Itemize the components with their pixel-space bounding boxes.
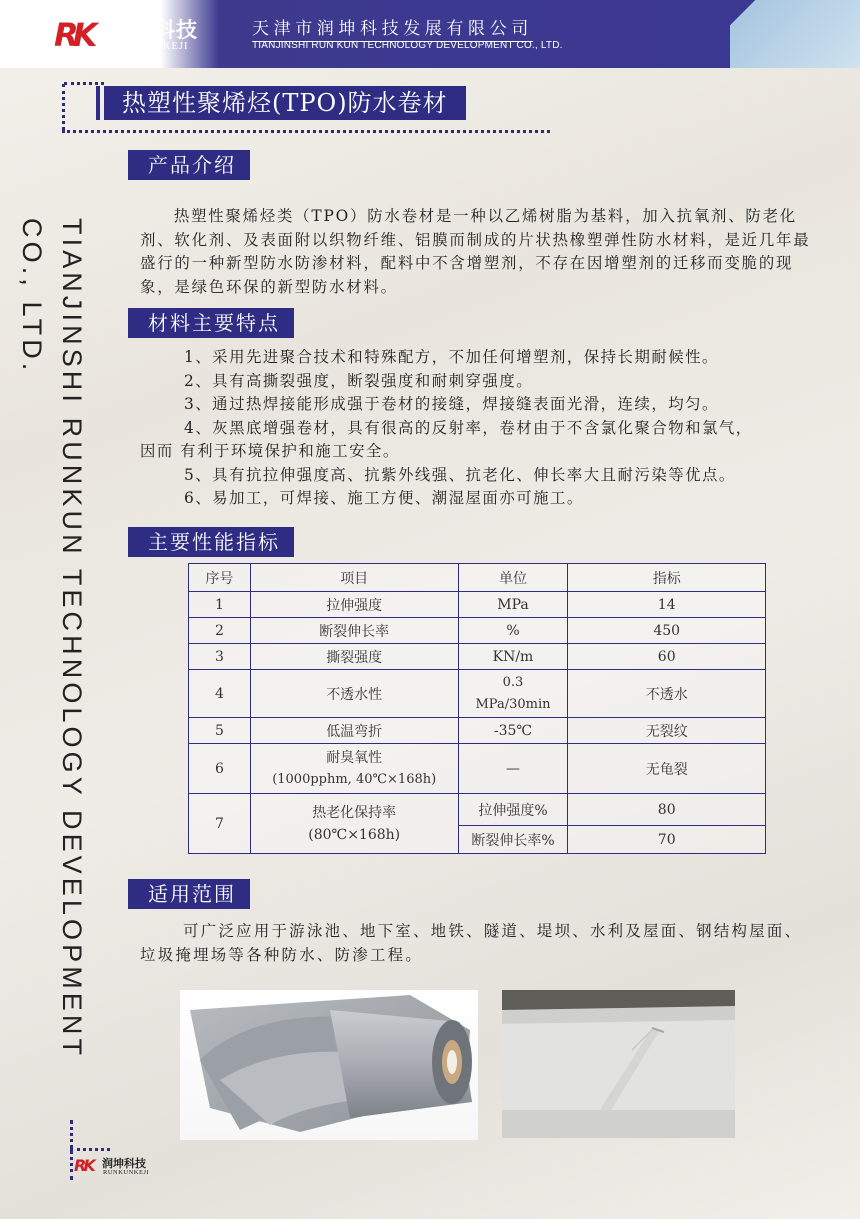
- logo-english-name: RUNKUNKEJI: [112, 41, 189, 52]
- cell-item: 撕裂强度: [250, 644, 458, 670]
- cell-unit: KN/m: [458, 644, 568, 670]
- cell-value: 无龟裂: [568, 744, 766, 794]
- table-row: [189, 670, 766, 718]
- dotted-rule: [62, 84, 65, 130]
- feature-item: 5、具有抗拉伸强度高、抗紫外线强、抗老化、伸长率大且耐污染等优点。: [184, 465, 736, 484]
- page-header: [0, 0, 860, 68]
- spec-table: [188, 563, 766, 854]
- section-heading-intro: 产品介绍: [128, 150, 250, 180]
- cell-item-line: (1000pphm, 40℃×168h): [272, 771, 437, 787]
- cell-unit: 断裂伸长率%: [458, 826, 568, 854]
- dotted-rule: [64, 82, 104, 85]
- feature-item: 4、灰黑底增强卷材，具有很高的反射率，卷材由于不含氯化聚合物和氯气，: [184, 418, 753, 437]
- cell-value: 450: [568, 618, 766, 644]
- cell-item: 拉伸强度: [250, 592, 458, 618]
- feature-item: 因而 有利于环境保护和施工安全。: [140, 442, 400, 460]
- cell-no: 1: [189, 592, 251, 618]
- intro-paragraph: 热塑性聚烯烃类（TPO）防水卷材是一种以乙烯树脂为基料，加入抗氧剂、防老化剂、软化剂、及表面附以织物纤维、铝膜而制成的片状热橡塑弹性防水材料，是近几年最盛行的一种新型防水防渗材料，配料中不含增塑剂，不存在因增塑剂的迁移而变脆的现象，是绿色环保的新型防水材料。: [140, 207, 811, 296]
- feature-list: [140, 346, 812, 511]
- table-row: [189, 644, 766, 670]
- section-heading-specs: 主要性能指标: [128, 527, 294, 557]
- footer-logo: [74, 1156, 194, 1180]
- cell-item-line: 耐臭氧性: [326, 749, 383, 766]
- usage-paragraph: 可广泛应用于游泳池、地下室、地铁、隧道、堤坝、水利及屋面、钢结构屋面、垃圾掩埋场等各种防水、防渗工程。: [140, 922, 803, 964]
- cell-no: 4: [189, 670, 251, 718]
- table-row: [189, 592, 766, 618]
- cell-value: 80: [568, 794, 766, 826]
- cell-item-line: (80℃×168h): [308, 826, 401, 843]
- cell-unit: MPa: [458, 592, 568, 618]
- dotted-rule: [70, 1148, 110, 1151]
- roof-illustration: [502, 990, 735, 1138]
- membrane-rolls-illustration: [180, 990, 478, 1140]
- membrane-rolls-photo: [180, 990, 478, 1140]
- cell-no: 7: [189, 794, 251, 854]
- footer-logo-chinese: 润坤科技: [102, 1157, 146, 1170]
- cell-item: 低温弯折: [250, 718, 458, 744]
- feature-item: 1、采用先进聚合技术和特殊配方，不加任何增塑剂，保持长期耐候性。: [184, 348, 719, 366]
- cell-value: 无裂纹: [568, 718, 766, 744]
- roof-installation-photo: [502, 990, 735, 1138]
- cell-no: 6: [189, 744, 251, 794]
- company-logo: [54, 14, 214, 60]
- cell-no: 5: [189, 718, 251, 744]
- column-header: 序号: [189, 564, 251, 592]
- feature-item: 3、通过热焊接能形成强于卷材的接缝，焊接缝表面光滑，连续，均匀。: [184, 395, 719, 413]
- cell-unit-line: 0.3: [502, 674, 524, 690]
- cell-no: 3: [189, 644, 251, 670]
- cell-value: 70: [568, 826, 766, 854]
- table-row: [189, 794, 766, 826]
- cell-unit: -35℃: [458, 718, 568, 744]
- column-header: 项目: [250, 564, 458, 592]
- table-row: [189, 718, 766, 744]
- logo-mark: RK: [54, 16, 92, 54]
- table-row: [189, 618, 766, 644]
- column-header: 指标: [568, 564, 766, 592]
- cell-unit: 拉伸强度%: [458, 794, 568, 826]
- cell-no: 2: [189, 618, 251, 644]
- cell-unit-line: MPa/30min: [475, 696, 551, 712]
- cell-unit: %: [458, 618, 568, 644]
- cell-item: [250, 744, 458, 794]
- company-name-en: TIANJINSHI RUN KUN TECHNOLOGY DEVELOPMENT CO., LTD.: [252, 40, 563, 51]
- feature-item: 6、易加工，可焊接、施工方便、潮湿屋面亦可施工。: [184, 489, 584, 507]
- cell-unit: [458, 670, 568, 718]
- section-heading-usage: 适用范围: [128, 879, 250, 909]
- cell-unit: —: [458, 744, 568, 794]
- feature-item: 2、具有高撕裂强度，断裂强度和耐刺穿强度。: [184, 371, 534, 390]
- cell-item: [250, 794, 458, 854]
- company-name-cn: 天津市润坤科技发展有限公司: [252, 14, 533, 42]
- cell-item: 断裂伸长率: [250, 618, 458, 644]
- cell-value: 14: [568, 592, 766, 618]
- cell-item-line: 热老化保持率: [312, 804, 397, 821]
- table-row: [189, 744, 766, 794]
- footer-logo-english: RUNKUNKEJI: [103, 1169, 150, 1176]
- dotted-rule: [62, 130, 550, 133]
- column-header: 单位: [458, 564, 568, 592]
- footer-logo-mark: RK: [74, 1156, 93, 1175]
- cell-value: 不透水: [568, 670, 766, 718]
- section-heading-features: 材料主要特点: [128, 308, 294, 338]
- logo-chinese-name: 润坤科技: [110, 18, 198, 42]
- table-header-row: [189, 564, 766, 592]
- side-company-name: TIANJINSHI RUNKUN TECHNOLOGY DEVELOPMENT CO., LTD.: [17, 218, 87, 1059]
- cell-value: 60: [568, 644, 766, 670]
- page-title: 热塑性聚烯烃(TPO)防水卷材: [104, 86, 466, 120]
- cell-item: 不透水性: [250, 670, 458, 718]
